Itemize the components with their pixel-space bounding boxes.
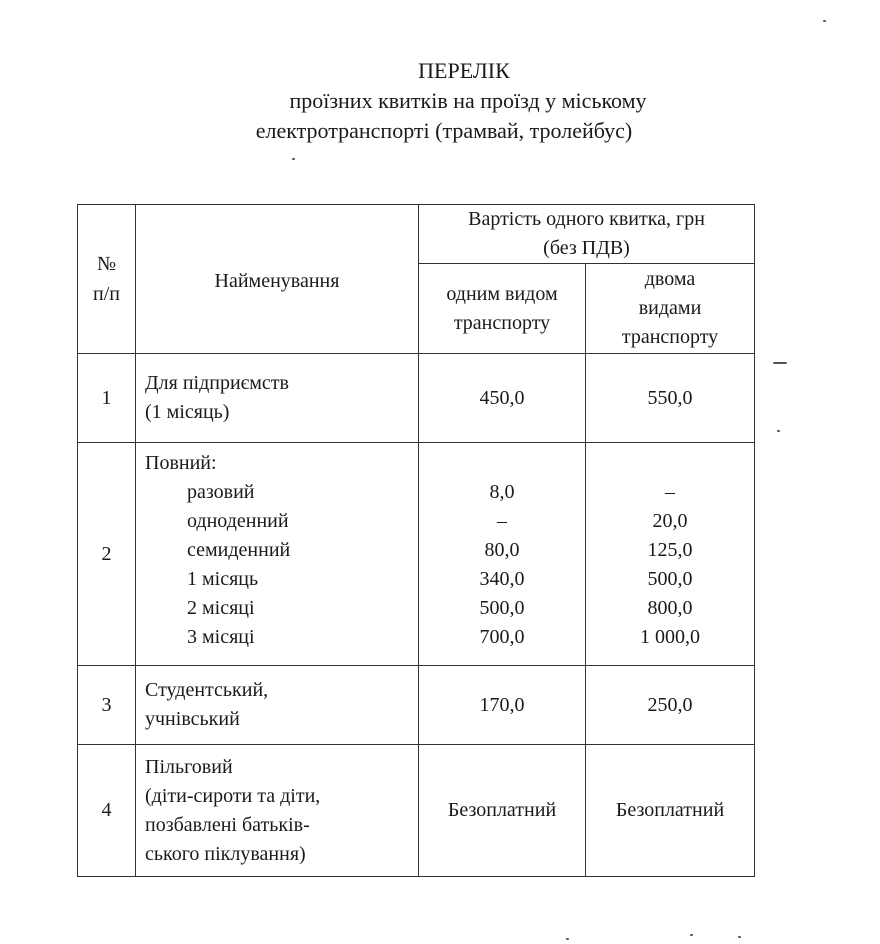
row-number: 3 — [78, 666, 136, 745]
sub-item-price-one: 500,0 — [479, 597, 525, 619]
header-two-transport-line-1: двома — [644, 268, 696, 290]
sub-item-price-one: 700,0 — [479, 626, 525, 648]
row-name-line: (діти-сироти та діти, — [145, 784, 321, 807]
sub-item-name: разовий — [187, 481, 255, 503]
sub-item-name: одноденний — [187, 510, 289, 532]
document-heading — [0, 56, 880, 146]
price-one-transport — [419, 443, 586, 666]
price-two-transport — [586, 443, 755, 666]
sub-item-name: 3 місяці — [187, 626, 255, 648]
header-name: Найменування — [136, 205, 419, 354]
sub-item-price-two: 125,0 — [647, 539, 693, 561]
table-row — [78, 666, 755, 745]
scan-speck — [823, 20, 826, 22]
sub-item-name: 2 місяці — [187, 597, 255, 619]
ticket-price-table — [77, 204, 755, 877]
sub-item-price-two: 500,0 — [647, 568, 693, 590]
sub-item-price-one: 8,0 — [489, 481, 515, 503]
sub-item-name: 1 місяць — [187, 568, 259, 590]
header-price-group — [419, 205, 755, 264]
document-subtitle-line-2: електротранспорті (трамвай, тролейбус) — [255, 118, 633, 143]
row-number: 2 — [78, 443, 136, 666]
document-subtitle-line-1: проїзних квитків на проїзд у міському — [289, 88, 647, 113]
sub-item-price-two: 20,0 — [652, 510, 688, 532]
scan-speck — [292, 158, 295, 160]
header-one-transport — [419, 264, 586, 354]
scan-speck — [566, 938, 569, 940]
scan-speck — [773, 362, 787, 364]
row-name-line: учнівський — [145, 708, 240, 730]
row-name — [136, 443, 419, 666]
sub-item-price-two: 1 000,0 — [640, 626, 700, 648]
header-price-line-1: Вартість одного квитка, грн — [468, 208, 705, 230]
header-number-symbol: № — [96, 253, 117, 275]
table-header-row — [78, 205, 755, 264]
row-number: 1 — [78, 354, 136, 443]
price-one-transport: 450,0 — [419, 354, 586, 443]
row-name — [136, 354, 419, 443]
header-number — [78, 205, 136, 354]
row-number: 4 — [78, 745, 136, 877]
table-row — [78, 745, 755, 877]
scan-speck — [777, 430, 780, 432]
header-two-transport-line-3: транспорту — [621, 326, 719, 348]
row-name — [136, 666, 419, 745]
row-name — [136, 745, 419, 877]
price-two-transport: Безоплатний — [586, 745, 755, 877]
document-title: ПЕРЕЛІК — [418, 58, 510, 83]
price-two-transport: 250,0 — [586, 666, 755, 745]
row-name-line: Для підприємств — [145, 372, 289, 394]
sub-item-price-two: – — [665, 481, 675, 503]
header-price-line-2: (без ПДВ) — [543, 237, 630, 259]
row-name-line: ського піклування) — [145, 842, 306, 865]
row-name-line: (1 місяць) — [145, 401, 230, 423]
sub-item-price-two: 800,0 — [647, 597, 693, 619]
sub-item-name: семиденний — [187, 539, 291, 561]
header-two-transport — [586, 264, 755, 354]
row-name-line: Студентський, — [145, 679, 269, 701]
sub-item-price-one: 340,0 — [479, 568, 525, 590]
table-row — [78, 443, 755, 666]
sub-item-price-one: 80,0 — [484, 539, 520, 561]
scan-speck — [690, 934, 693, 936]
header-number-abbr: п/п — [93, 283, 120, 305]
header-one-transport-line-1: одним видом — [446, 282, 558, 305]
header-one-transport-line-2: транспорту — [453, 311, 551, 334]
scan-speck — [738, 936, 741, 938]
price-two-transport: 550,0 — [586, 354, 755, 443]
header-two-transport-line-2: видами — [638, 297, 702, 319]
price-one-transport: 170,0 — [419, 666, 586, 745]
sub-item-price-one: – — [497, 510, 507, 532]
table-row — [78, 354, 755, 443]
price-one-transport: Безоплатний — [419, 745, 586, 877]
row-name-line: позбавлені батьків- — [145, 813, 310, 836]
row-name-line: Пільговий — [145, 755, 233, 778]
row-group-title: Повний: — [145, 452, 217, 474]
